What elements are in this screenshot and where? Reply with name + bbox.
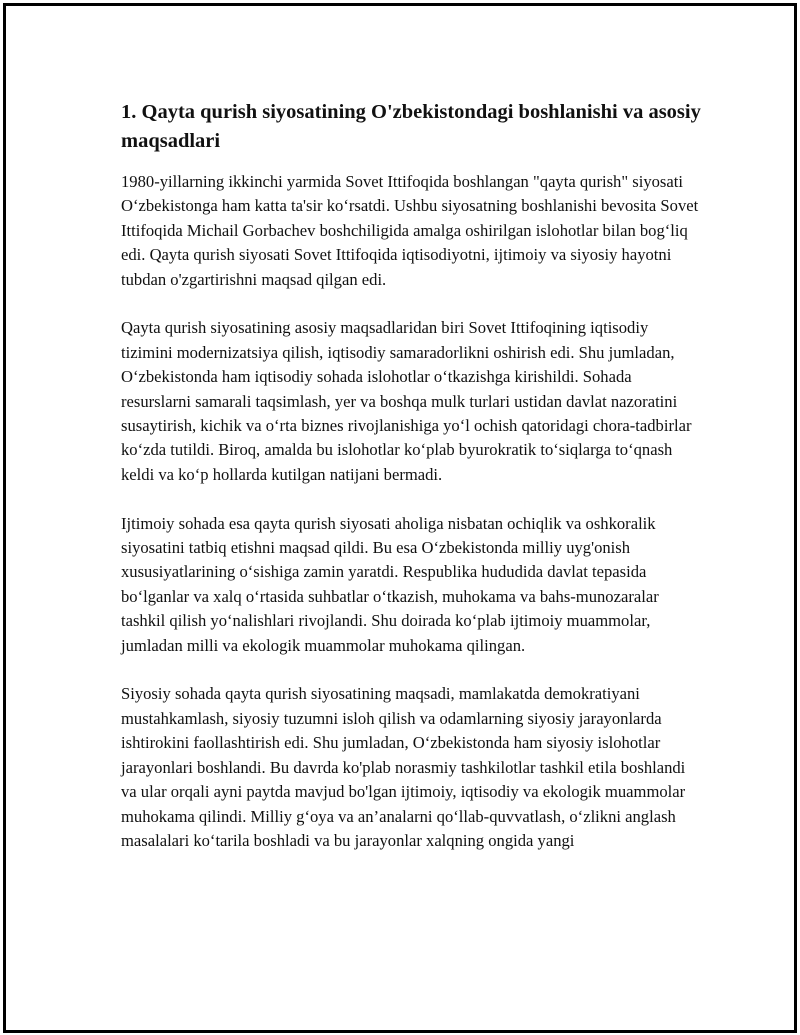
paragraph-intro: 1980-yillarning ikkinchi yarmida Sovet Ittifoqida boshlangan "qayta qurish" siyosati O‘zbekistonga ham katta ta'sir ko‘rsatdi. Ushbu siyosatning boshlanishi bevosita Sovet Ittifoqida Michail Gorbachev boshchiligida amalga oshirilgan islohotlar bilan bog‘liq edi. Qayta qurish siyosati Sovet Ittifoqida iqtisodiyotni, ijtimoiy va siyosiy hayotni tubdan o'zgartirishni maqsad qilgan edi. xyxy=(121,172,699,289)
document-body xyxy=(121,98,701,853)
section-heading: 1. Qayta qurish siyosatining O'zbekistondagi boshlanishi va asosiy maqsadlari xyxy=(121,101,701,152)
paragraph-political-sphere: Siyosiy sohada qayta qurish siyosatining maqsadi, mamlakatda demokratiyani mustahkamlash, siyosiy tuzumni isloh qilish va odamlarning siyosiy jarayonlarda ishtirokini faollashtirish edi. Shu jumladan, O‘zbekistonda ham siyosiy islohotlar jarayonlari boshlandi. Bu davrda ko'plab norasmiy tashkilotlar tashkil etila boshlandi va ular orqali ayni paytda mavjud bo'lgan ijtimoiy, iqtisodiy va ekologik muammolar muhokama qilindi. Milliy g‘oya va an’analarni qo‘llab-quvvatlash, o‘zlikni anglash masalalari ko‘tarila boshladi va bu jarayonlar xalqning ongida yangi xyxy=(121,684,686,850)
paragraph-economic-goals: Qayta qurish siyosatining asosiy maqsadlaridan biri Sovet Ittifoqining iqtisodiy tizimini modernizatsiya qilish, iqtisodiy samaradorlikni oshirish edi. Shu jumladan, O‘zbekistonda ham iqtisodiy sohada islohotlar o‘tkazishga kirishildi. Sohada resurslarni samarali taqsimlash, yer va boshqa mulk turlari ustidan davlat nazoratini susaytirish, kichik va o‘rta biznes rivojlanishiga yo‘l ochish qatoridagi chora-tadbirlar ko‘zda tutildi. Biroq, amalda bu islohotlar ko‘plab byurokratik to‘siqlarga to‘qnash keldi va ko‘p hollarda kutilgan natijani bermadi. xyxy=(121,318,692,484)
page-frame xyxy=(3,3,797,1033)
paragraph-social-sphere: Ijtimoiy sohada esa qayta qurish siyosati aholiga nisbatan ochiqlik va oshkoralik siyosatini tatbiq etishni maqsad qildi. Bu esa O‘zbekistonda milliy uyg'onish xususiyatlarining o‘sishiga zamin yaratdi. Respublika hududida davlat tepasida bo‘lganlar va xalq o‘rtasida suhbatlar o‘tkazish, muhokama va bahs-munozaralar tashkil qilish yo‘nalishlari rivojlandi. Shu doirada ko‘plab ijtimoiy muammolar, jumladan milli va ekologik muammolar muhokama qilingan. xyxy=(121,513,659,655)
